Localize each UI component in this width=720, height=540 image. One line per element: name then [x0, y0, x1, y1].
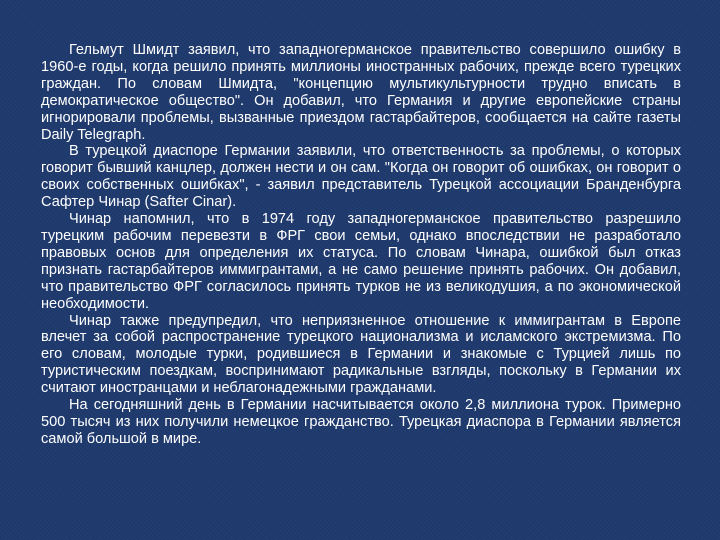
paragraph-4: Чинар также предупредил, что неприязненное отношение к иммигрантам в Европе влечет за собой распространение турецкого национализма и исламского экстремизма. По его словам, молодые турки, родившиеся в Германии и знакомые с Турцией лишь по туристическим поездкам, воспринимают радикальные взгляды, поскольку в Германии их считают иностранцами и неблагонадежными гражданами.: [41, 312, 681, 397]
paragraph-3: Чинар напомнил, что в 1974 году западногерманское правительство разрешило турецким рабочим перевезти в ФРГ свои семьи, однако впоследствии не разработало правовых основ для определения их статуса. По словам Чинара, ошибкой был отказ признать гастарбайтеров иммигрантами, а не само решение принять рабочих. Он добавил, что правительство ФРГ согласилось принять турков не из великодушия, а по экономической необходимости.: [41, 211, 681, 312]
paragraph-5: На сегодняшний день в Германии насчитывается около 2,8 миллиона турок. Примерно 500 тысяч из них получили немецкое гражданство. Турецкая диаспора в Германии является самой большой в мире.: [41, 397, 681, 447]
article-text: [41, 42, 681, 448]
paragraph-2: В турецкой диаспоре Германии заявили, что ответственность за проблемы, о которых говорит бывший канцлер, должен нести и он сам. "Когда он говорит об ошибках, он говорит о своих собственных ошибках", - заявил представитель Турецкой ассоциации Бранденбурга Сафтер Чинар (Safter Cinar).: [41, 143, 681, 211]
paragraph-1: Гельмут Шмидт заявил, что западногерманское правительство совершило ошибку в 1960-е годы, когда решило принять миллионы иностранных рабочих, прежде всего турецких граждан. По словам Шмидта, "концепцию мультикультурности трудно вписать в демократическое общество". Он добавил, что Германия и другие европейские страны игнорировали проблемы, вызванные приездом гастарбайтеров, сообщается на сайте газеты Daily Telegraph.: [41, 42, 681, 143]
